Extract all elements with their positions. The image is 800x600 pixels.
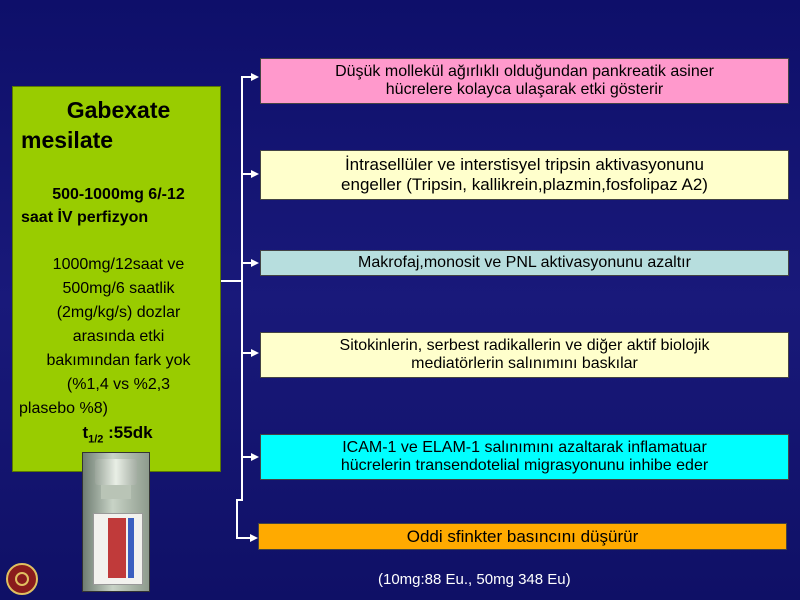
comparison-line: (2mg/kg/s) dozlar <box>56 304 181 321</box>
connector-branch <box>236 537 250 539</box>
effect-box <box>260 150 789 200</box>
dosage-line1: 500-1000mg 6/-12 <box>52 186 185 203</box>
connector-from-box <box>221 280 243 282</box>
half-life <box>13 423 222 445</box>
arrow-icon <box>251 349 259 357</box>
effect-text-line2: engeller (Tripsin, kallikrein,plazmin,fosfolipaz A2) <box>341 175 708 194</box>
effect-text-line1: Oddi sfinkter basıncını düşürür <box>406 526 639 546</box>
effect-text-line2: hücrelerin transendotelial migrasyonunu inhibe eder <box>340 457 709 474</box>
half-life-prefix: t <box>82 423 89 442</box>
effect-text-line1: ICAM-1 ve ELAM-1 salınımını azaltarak inflamatuar <box>342 439 707 456</box>
effect-text-line2: mediatörlerin salınımını baskılar <box>411 355 638 372</box>
half-life-value: :55dk <box>103 423 153 442</box>
arrow-icon <box>251 170 259 178</box>
dose-comparison <box>19 253 218 421</box>
effect-text-line2: hücrelere kolayca ulaşarak etki gösterir <box>385 81 664 98</box>
effect-text-line1: Düşük mollekül ağırlıklı olduğundan pankreatik asiner <box>335 63 714 80</box>
drug-vial-image <box>82 452 150 592</box>
effect-box <box>260 250 789 276</box>
drug-title-line2: mesilate <box>21 127 114 153</box>
connector-branch <box>241 456 251 458</box>
effect-box <box>258 523 787 550</box>
comparison-line: 500mg/6 saatlik <box>62 280 175 297</box>
effect-box <box>260 58 789 104</box>
drug-info-box <box>12 86 221 472</box>
effect-box <box>260 434 789 480</box>
dosage-line2: saat İV perfizyon <box>21 209 149 226</box>
comparison-line: bakımından fark yok <box>46 352 191 369</box>
comparison-line: plasebo %8) <box>19 400 108 417</box>
drug-title-line1: Gabexate <box>66 97 171 123</box>
vial-cap <box>95 459 137 485</box>
price-note: (10mg:88 Eu., 50mg 348 Eu) <box>378 571 571 588</box>
connector-branch <box>241 262 251 264</box>
arrow-icon <box>251 73 259 81</box>
vial-neck <box>101 485 131 499</box>
comparison-line: 1000mg/12saat ve <box>52 256 185 273</box>
half-life-subscript: 1/2 <box>88 433 104 446</box>
connector-trunk-lower <box>236 499 238 539</box>
drug-title <box>21 95 216 155</box>
comparison-line: arasında etki <box>72 328 165 345</box>
arrow-icon <box>251 259 259 267</box>
comparison-line: (%1,4 vs %2,3 <box>66 376 171 393</box>
dosage-info <box>21 183 216 229</box>
connector-trunk <box>241 76 243 500</box>
arrow-icon <box>251 453 259 461</box>
vial-label <box>93 513 143 585</box>
university-logo-icon <box>6 563 38 595</box>
connector-branch <box>241 352 251 354</box>
arrow-icon <box>250 534 258 542</box>
effect-box <box>260 332 789 378</box>
effect-text-line1: Makrofaj,monosit ve PNL aktivasyonunu azaltır <box>358 254 691 271</box>
connector-branch <box>241 76 251 78</box>
effect-text-line1: İntrasellüler ve interstisyel tripsin aktivasyonunu <box>344 155 705 174</box>
effect-text-line1: Sitokinlerin, serbest radikallerin ve diğer aktif biolojik <box>339 337 710 354</box>
connector-branch <box>241 173 251 175</box>
